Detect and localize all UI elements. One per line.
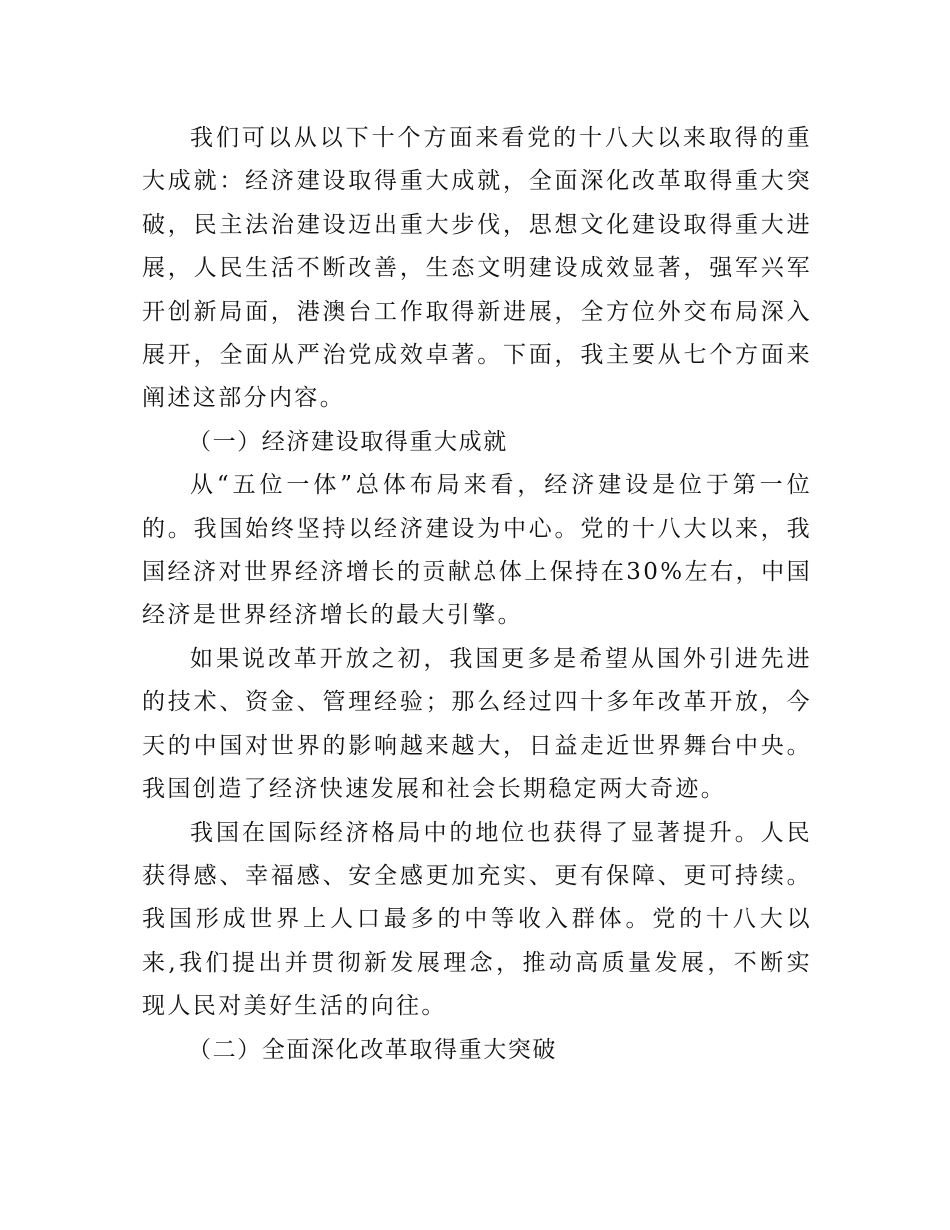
economy-paragraph-2: 如果说改革开放之初，我国更多是希望从国外引进先进的技术、资金、管理经验；那么经过四十多年改革开放，今天的中国对世界的影响越来越大，日益走近世界舞台中央。我国创造了经济快速发展和社会长期稳定两大奇迹。 <box>142 645 812 803</box>
document-body <box>142 117 812 1072</box>
economy-paragraph-3: 我国在国际经济格局中的地位也获得了显著提升。人民获得感、幸福感、安全感更加充实、更有保障、更可持续。我国形成世界上人口最多的中等收入群体。党的十八大以来,我们提出并贯彻新发展理念，推动高质量发展，不断实现人民对美好生活的向往。 <box>142 819 812 1020</box>
section-heading-reform: （二）全面深化改革取得重大突破 <box>188 1036 557 1063</box>
economy-paragraph-1: 从“五位一体”总体布局来看，经济建设是位于第一位的。我国始终坚持以经济建设为中心。党的十八大以来，我国经济对世界经济增长的贡献总体上保持在30%左右，中国经济是世界经济增长的最大引擎。 <box>142 472 812 629</box>
intro-paragraph: 我们可以从以下十个方面来看党的十八大以来取得的重大成就：经济建设取得重大成就，全面深化改革取得重大突破，民主法治建设迈出重大步伐，思想文化建设取得重大进展，人民生活不断改善，生态文明建设成效显著，强军兴军开创新局面，港澳台工作取得新进展，全方位外交布局深入展开，全面从严治党成效卓著。下面，我主要从七个方面来阐述这部分内容。 <box>142 125 812 412</box>
section-heading-economy: （一）经济建设取得重大成就 <box>188 428 508 455</box>
